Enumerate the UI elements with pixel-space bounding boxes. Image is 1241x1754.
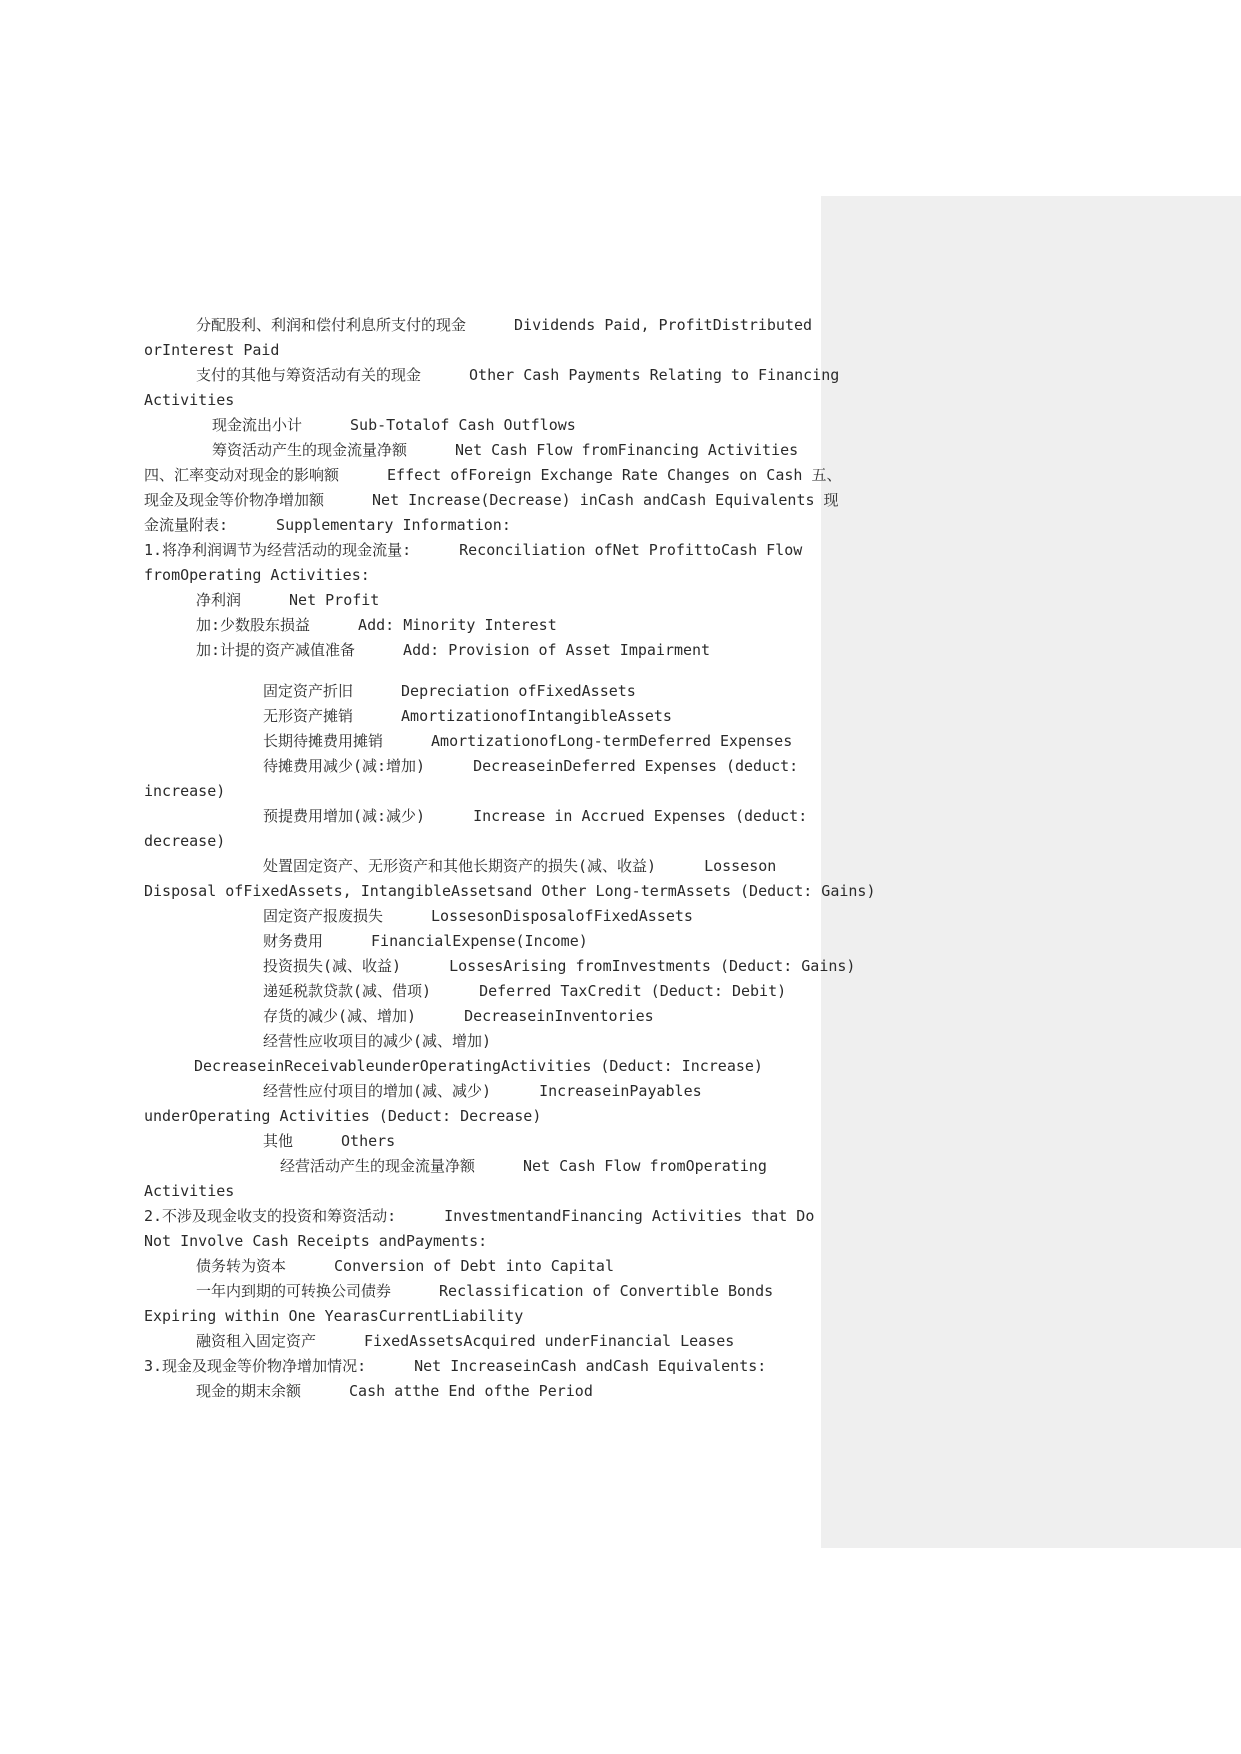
text-line: Activities (144, 1182, 235, 1200)
text-line: 无形资产摊销 AmortizationofIntangibleAssets (263, 707, 672, 725)
text-line: 3.现金及现金等价物净增加情况: Net IncreaseinCash andCash Equivalents: (144, 1357, 767, 1375)
text-line: 固定资产报废损失 LossesonDisposalofFixedAssets (263, 907, 693, 925)
text-line: Not Involve Cash Receipts andPayments: (144, 1232, 488, 1250)
text-line: 分配股利、利润和偿付利息所支付的现金 Dividends Paid, ProfitDistributed (196, 316, 813, 334)
text-line: underOperating Activities (Deduct: Decrease) (144, 1107, 542, 1125)
comment-margin-pane (821, 196, 1241, 1548)
text-line: 加:少数股东损益 Add: Minority Interest (196, 616, 557, 634)
text-line: 其他 Others (263, 1132, 396, 1150)
text-line: 一年内到期的可转换公司债券 Reclassification of Convertible Bonds (196, 1282, 774, 1300)
text-line: DecreaseinReceivableunderOperatingActivities (Deduct: Increase) (194, 1057, 763, 1075)
text-line: 固定资产折旧 Depreciation ofFixedAssets (263, 682, 636, 700)
text-line: decrease) (144, 832, 226, 850)
text-line: 金流量附表: Supplementary Information: (144, 516, 511, 534)
text-line: increase) (144, 782, 226, 800)
text-line: 现金的期末余额 Cash atthe End ofthe Period (196, 1382, 593, 1400)
text-line: 存货的减少(减、增加) DecreaseinInventories (263, 1007, 654, 1025)
text-line: 支付的其他与筹资活动有关的现金 Other Cash Payments Relating to Financing (196, 366, 840, 384)
text-line: 处置固定资产、无形资产和其他长期资产的损失(减、收益) Losseson (263, 857, 777, 875)
text-line: 经营活动产生的现金流量净额 Net Cash Flow fromOperating (280, 1157, 767, 1175)
spacer (144, 663, 844, 679)
text-line: 四、汇率变动对现金的影响额 Effect ofForeign Exchange Rate Changes on Cash 五、 (144, 466, 842, 484)
text-line: 2.不涉及现金收支的投资和筹资活动: InvestmentandFinancing Activities that Do (144, 1207, 815, 1225)
text-line: 投资损失(减、收益) LossesArising fromInvestments (Deduct: Gains) (263, 957, 856, 975)
text-line: 债务转为资本 Conversion of Debt into Capital (196, 1257, 614, 1275)
text-line: orInterest Paid (144, 341, 280, 359)
text-line: Activities (144, 391, 235, 409)
text-line: Expiring within One YearasCurrentLiability (144, 1307, 524, 1325)
text-line: 待摊费用减少(减:增加) DecreaseinDeferred Expenses (deduct: (263, 757, 799, 775)
text-line: 净利润 Net Profit (196, 591, 380, 609)
text-line: 预提费用增加(减:减少) Increase in Accrued Expenses (deduct: (263, 807, 808, 825)
text-line: 长期待摊费用摊销 AmortizationofLong-termDeferred Expenses (263, 732, 793, 750)
text-line: 经营性应收项目的减少(减、增加) (263, 1032, 492, 1050)
text-line: 财务费用 FinancialExpense(Income) (263, 932, 588, 950)
text-line: 融资租入固定资产 FixedAssetsAcquired underFinancial Leases (196, 1332, 735, 1350)
text-line: 现金及现金等价物净增加额 Net Increase(Decrease) inCash andCash Equivalents 现 (144, 491, 839, 509)
text-line: 筹资活动产生的现金流量净额 Net Cash Flow fromFinancing Activities (212, 441, 799, 459)
text-line: 加:计提的资产减值准备 Add: Provision of Asset Impairment (196, 641, 711, 659)
text-line: fromOperating Activities: (144, 566, 370, 584)
text-line: 递延税款贷款(减、借项) Deferred TaxCredit (Deduct: Debit) (263, 982, 787, 1000)
document-body (144, 313, 876, 1404)
text-line: Disposal ofFixedAssets, IntangibleAssetsand Other Long-termAssets (Deduct: Gains) (144, 882, 876, 900)
text-line: 经营性应付项目的增加(减、减少) IncreaseinPayables (263, 1082, 702, 1100)
text-line: 现金流出小计 Sub-Totalof Cash Outflows (212, 416, 576, 434)
text-line: 1.将净利润调节为经营活动的现金流量: Reconciliation ofNet ProfittoCash Flow (144, 541, 803, 559)
